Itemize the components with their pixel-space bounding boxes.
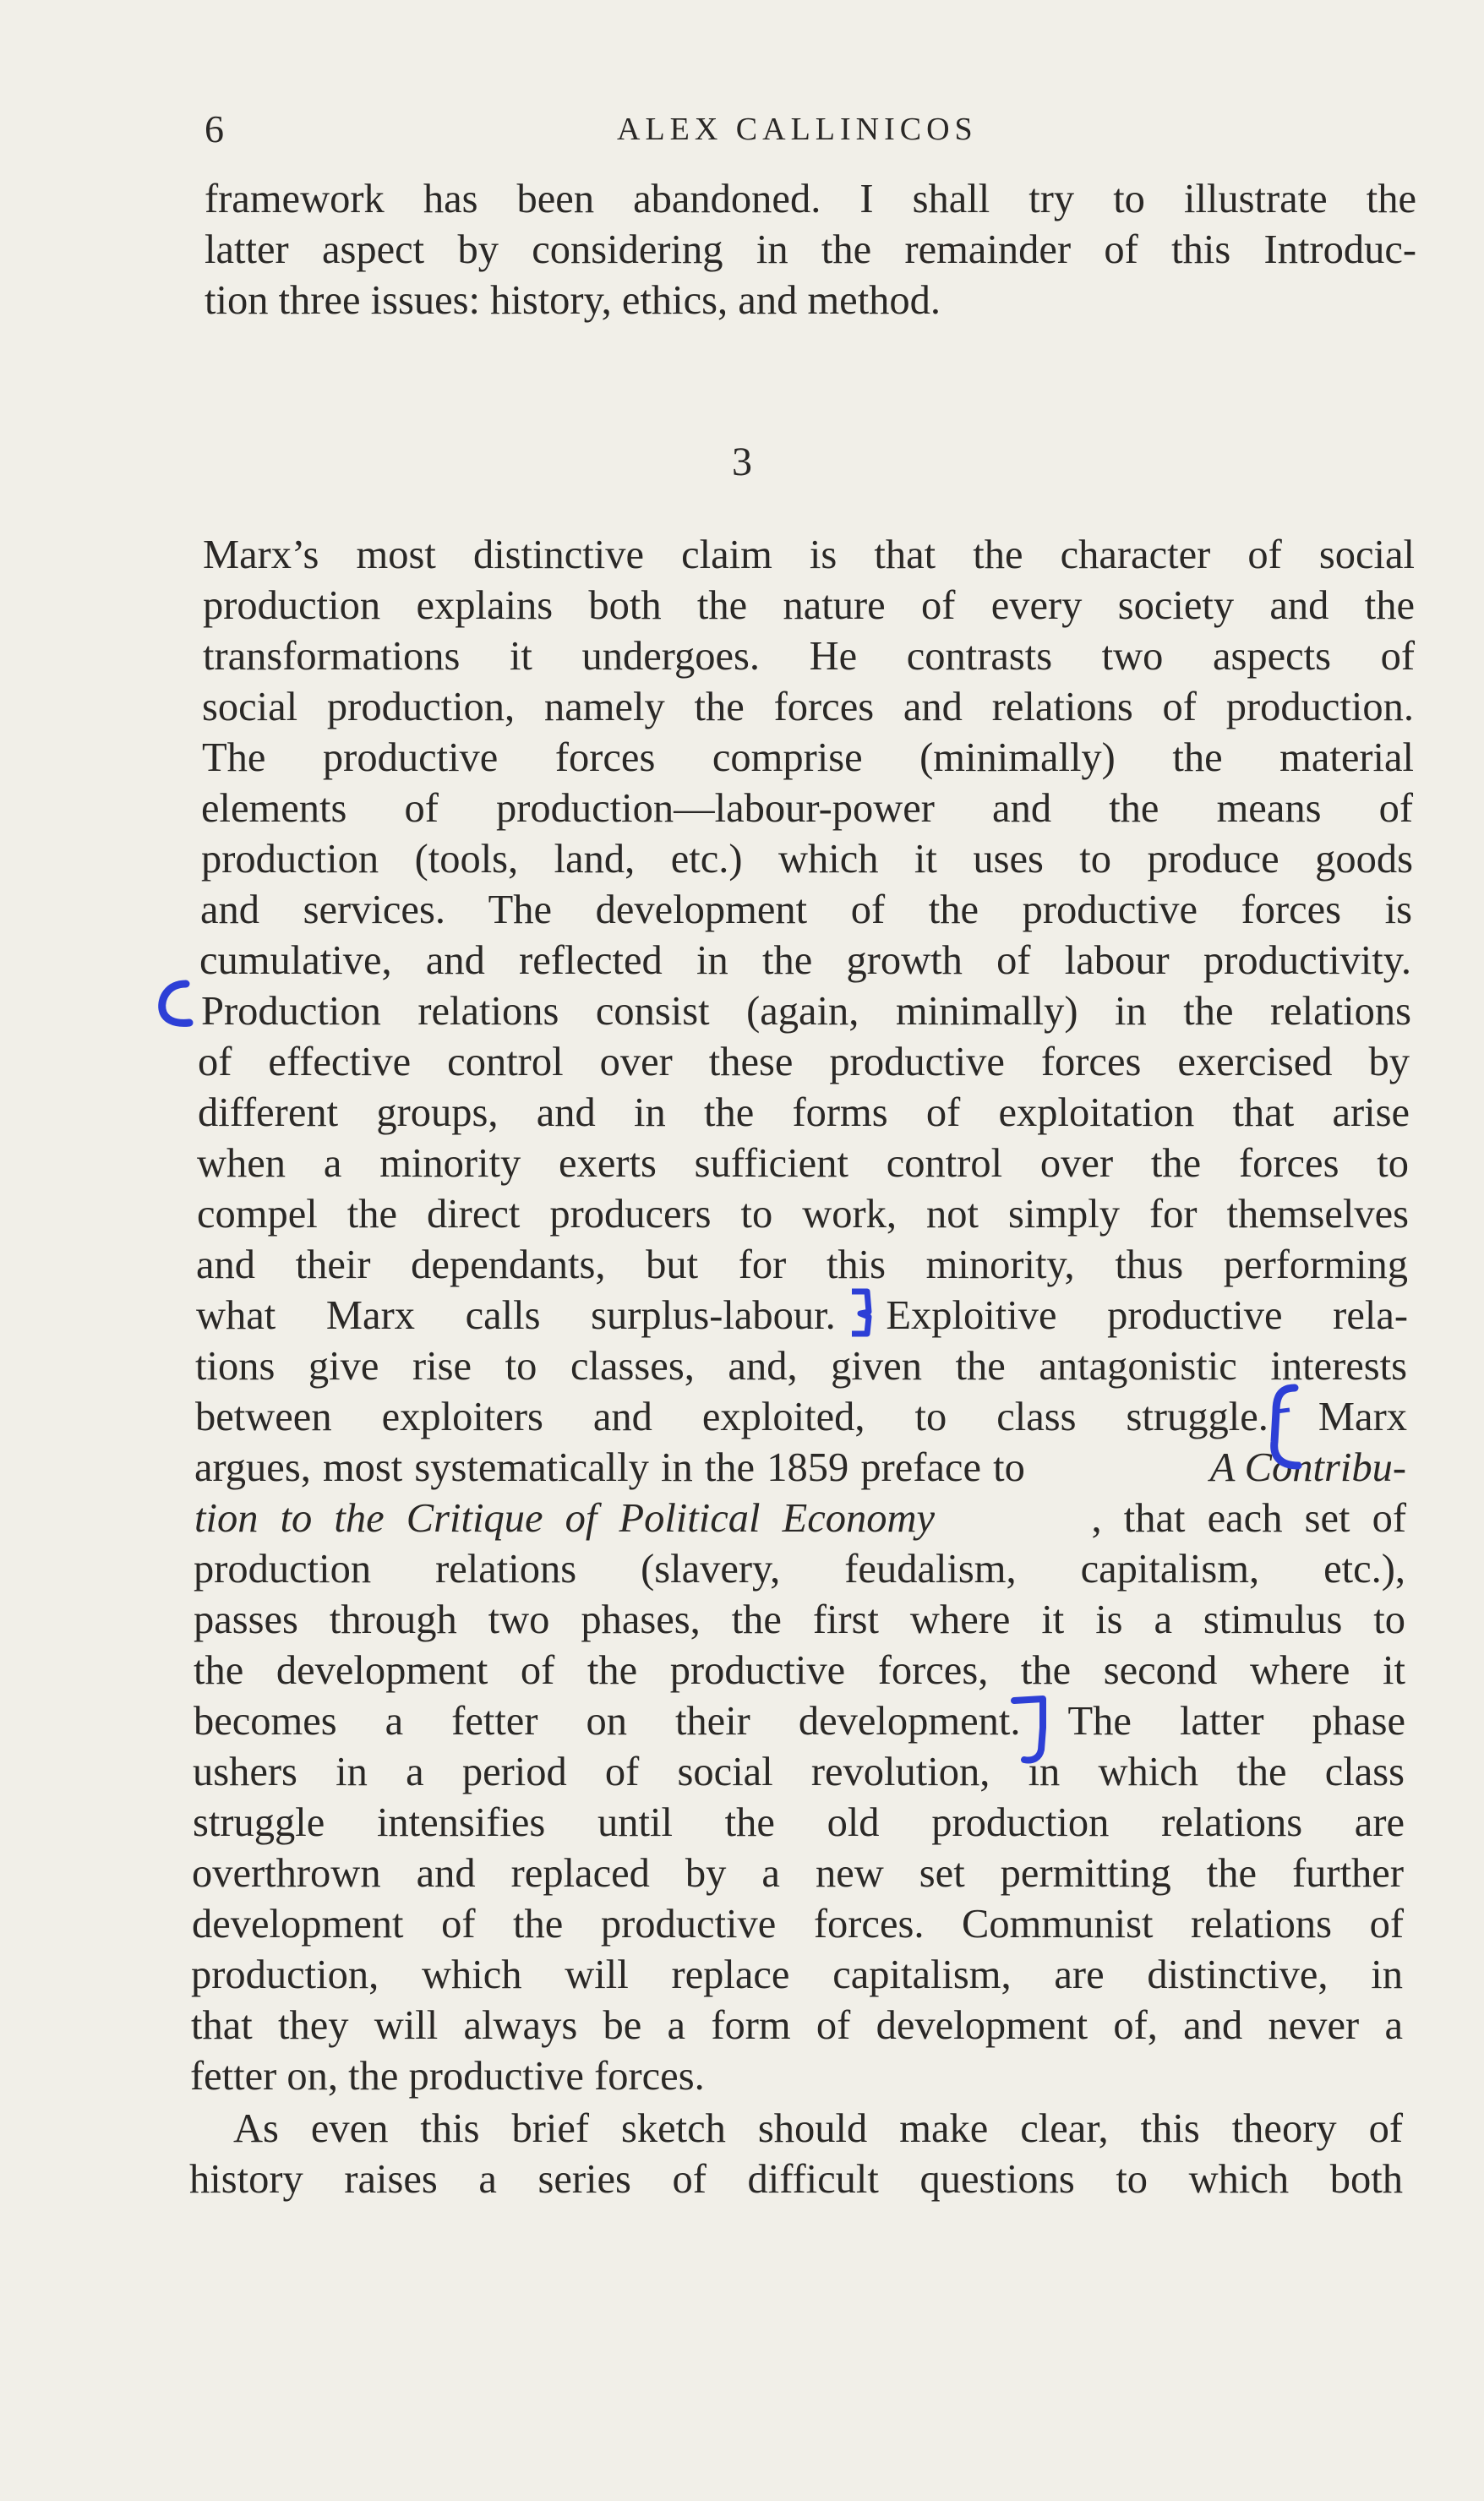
text-line: compel the direct producers to work, not simply for themselves [197, 1192, 1409, 1237]
text-line: struggle intensifies until the old production relations are [193, 1800, 1405, 1845]
page-number: 6 [205, 107, 224, 150]
text-line: and services. The development of the productive forces is [200, 887, 1412, 932]
text-line: As even this brief sketch should make clear, this theory of [233, 2106, 1403, 2151]
text-line: tions give rise to classes, and, given the antagonistic interests [195, 1344, 1407, 1389]
section-number: 3 [732, 440, 752, 484]
text-line: history raises a series of difficult questions to which both [189, 2157, 1403, 2202]
text-line: when a minority exerts sufficient control over the forces to [197, 1141, 1409, 1186]
bracket-mark-close-icon [845, 1283, 879, 1342]
text-line: Marx’s most distinctive claim is that the character of social [203, 532, 1415, 577]
text-line: Production relations consist (again, minimally) in the relations [201, 989, 1411, 1034]
text-line: cumulative, and reflected in the growth of labour productivity. [199, 938, 1411, 983]
running-header [0, 100, 1484, 159]
text-line: overthrown and replaced by a new set permitting the further [192, 1851, 1404, 1896]
bracket-mark-open-icon [149, 972, 199, 1040]
text-line: the development of the productive forces, the second where it [194, 1648, 1405, 1693]
text-line: of effective control over these productive forces exercised by [198, 1040, 1410, 1084]
text-line: what Marx calls surplus-labour. Exploitive productive rela- [196, 1293, 1408, 1338]
text-line: that they will always be a form of development of, and never a [191, 2003, 1403, 2048]
running-head: ALEX CALLINICOS [617, 112, 978, 147]
text-line: passes through two phases, the first where it is a stimulus to [194, 1597, 1405, 1642]
text-line: production explains both the nature of every society and the [203, 583, 1415, 628]
text-line: between exploiters and exploited, to class struggle. Marx [195, 1395, 1407, 1439]
text-line: tion three issues: history, ethics, and method. [205, 278, 941, 323]
text-line: framework has been abandoned. I shall try to illustrate the [205, 177, 1416, 221]
text-line [194, 1444, 1406, 1493]
text-line: ushers in a period of social revolution, in which the class [193, 1750, 1405, 1794]
text-line [194, 1494, 1406, 1543]
text-line: production relations (slavery, feudalism, capitalism, etc.), [194, 1547, 1405, 1592]
text-line: The productive forces comprise (minimally) the material [202, 735, 1414, 780]
bracket-mark-open-icon [1251, 1378, 1310, 1479]
text-line: development of the productive forces. Communist relations of [192, 1902, 1404, 1947]
text-line: latter aspect by considering in the remainder of this Introduc- [205, 227, 1416, 272]
text-line: elements of production—labour-power and the means of [201, 786, 1413, 831]
book-title-italic: tion to the Critique of Political Economy [194, 1496, 936, 1541]
bracket-mark-close-icon [1009, 1690, 1060, 1767]
text-line: production, which will replace capitalism, are distinctive, in [191, 1952, 1403, 1997]
text-segment: , that each set of [1091, 1496, 1406, 1541]
text-line: and their dependants, but for this minority, thus performing [196, 1242, 1408, 1287]
text-line: transformations it undergoes. He contrasts two aspects of [203, 634, 1415, 679]
book-title-italic: A Contribu- [1209, 1445, 1406, 1490]
text-segment: argues, most systematically in the 1859 preface to [194, 1445, 1025, 1490]
text-line: social production, namely the forces and relations of production. [202, 685, 1414, 729]
text-line: becomes a fetter on their development. The latter phase [194, 1699, 1405, 1744]
text-line: different groups, and in the forms of exploitation that arise [198, 1090, 1410, 1135]
text-line: production (tools, land, etc.) which it uses to produce goods [201, 837, 1413, 882]
text-line: fetter on, the productive forces. [190, 2054, 705, 2099]
